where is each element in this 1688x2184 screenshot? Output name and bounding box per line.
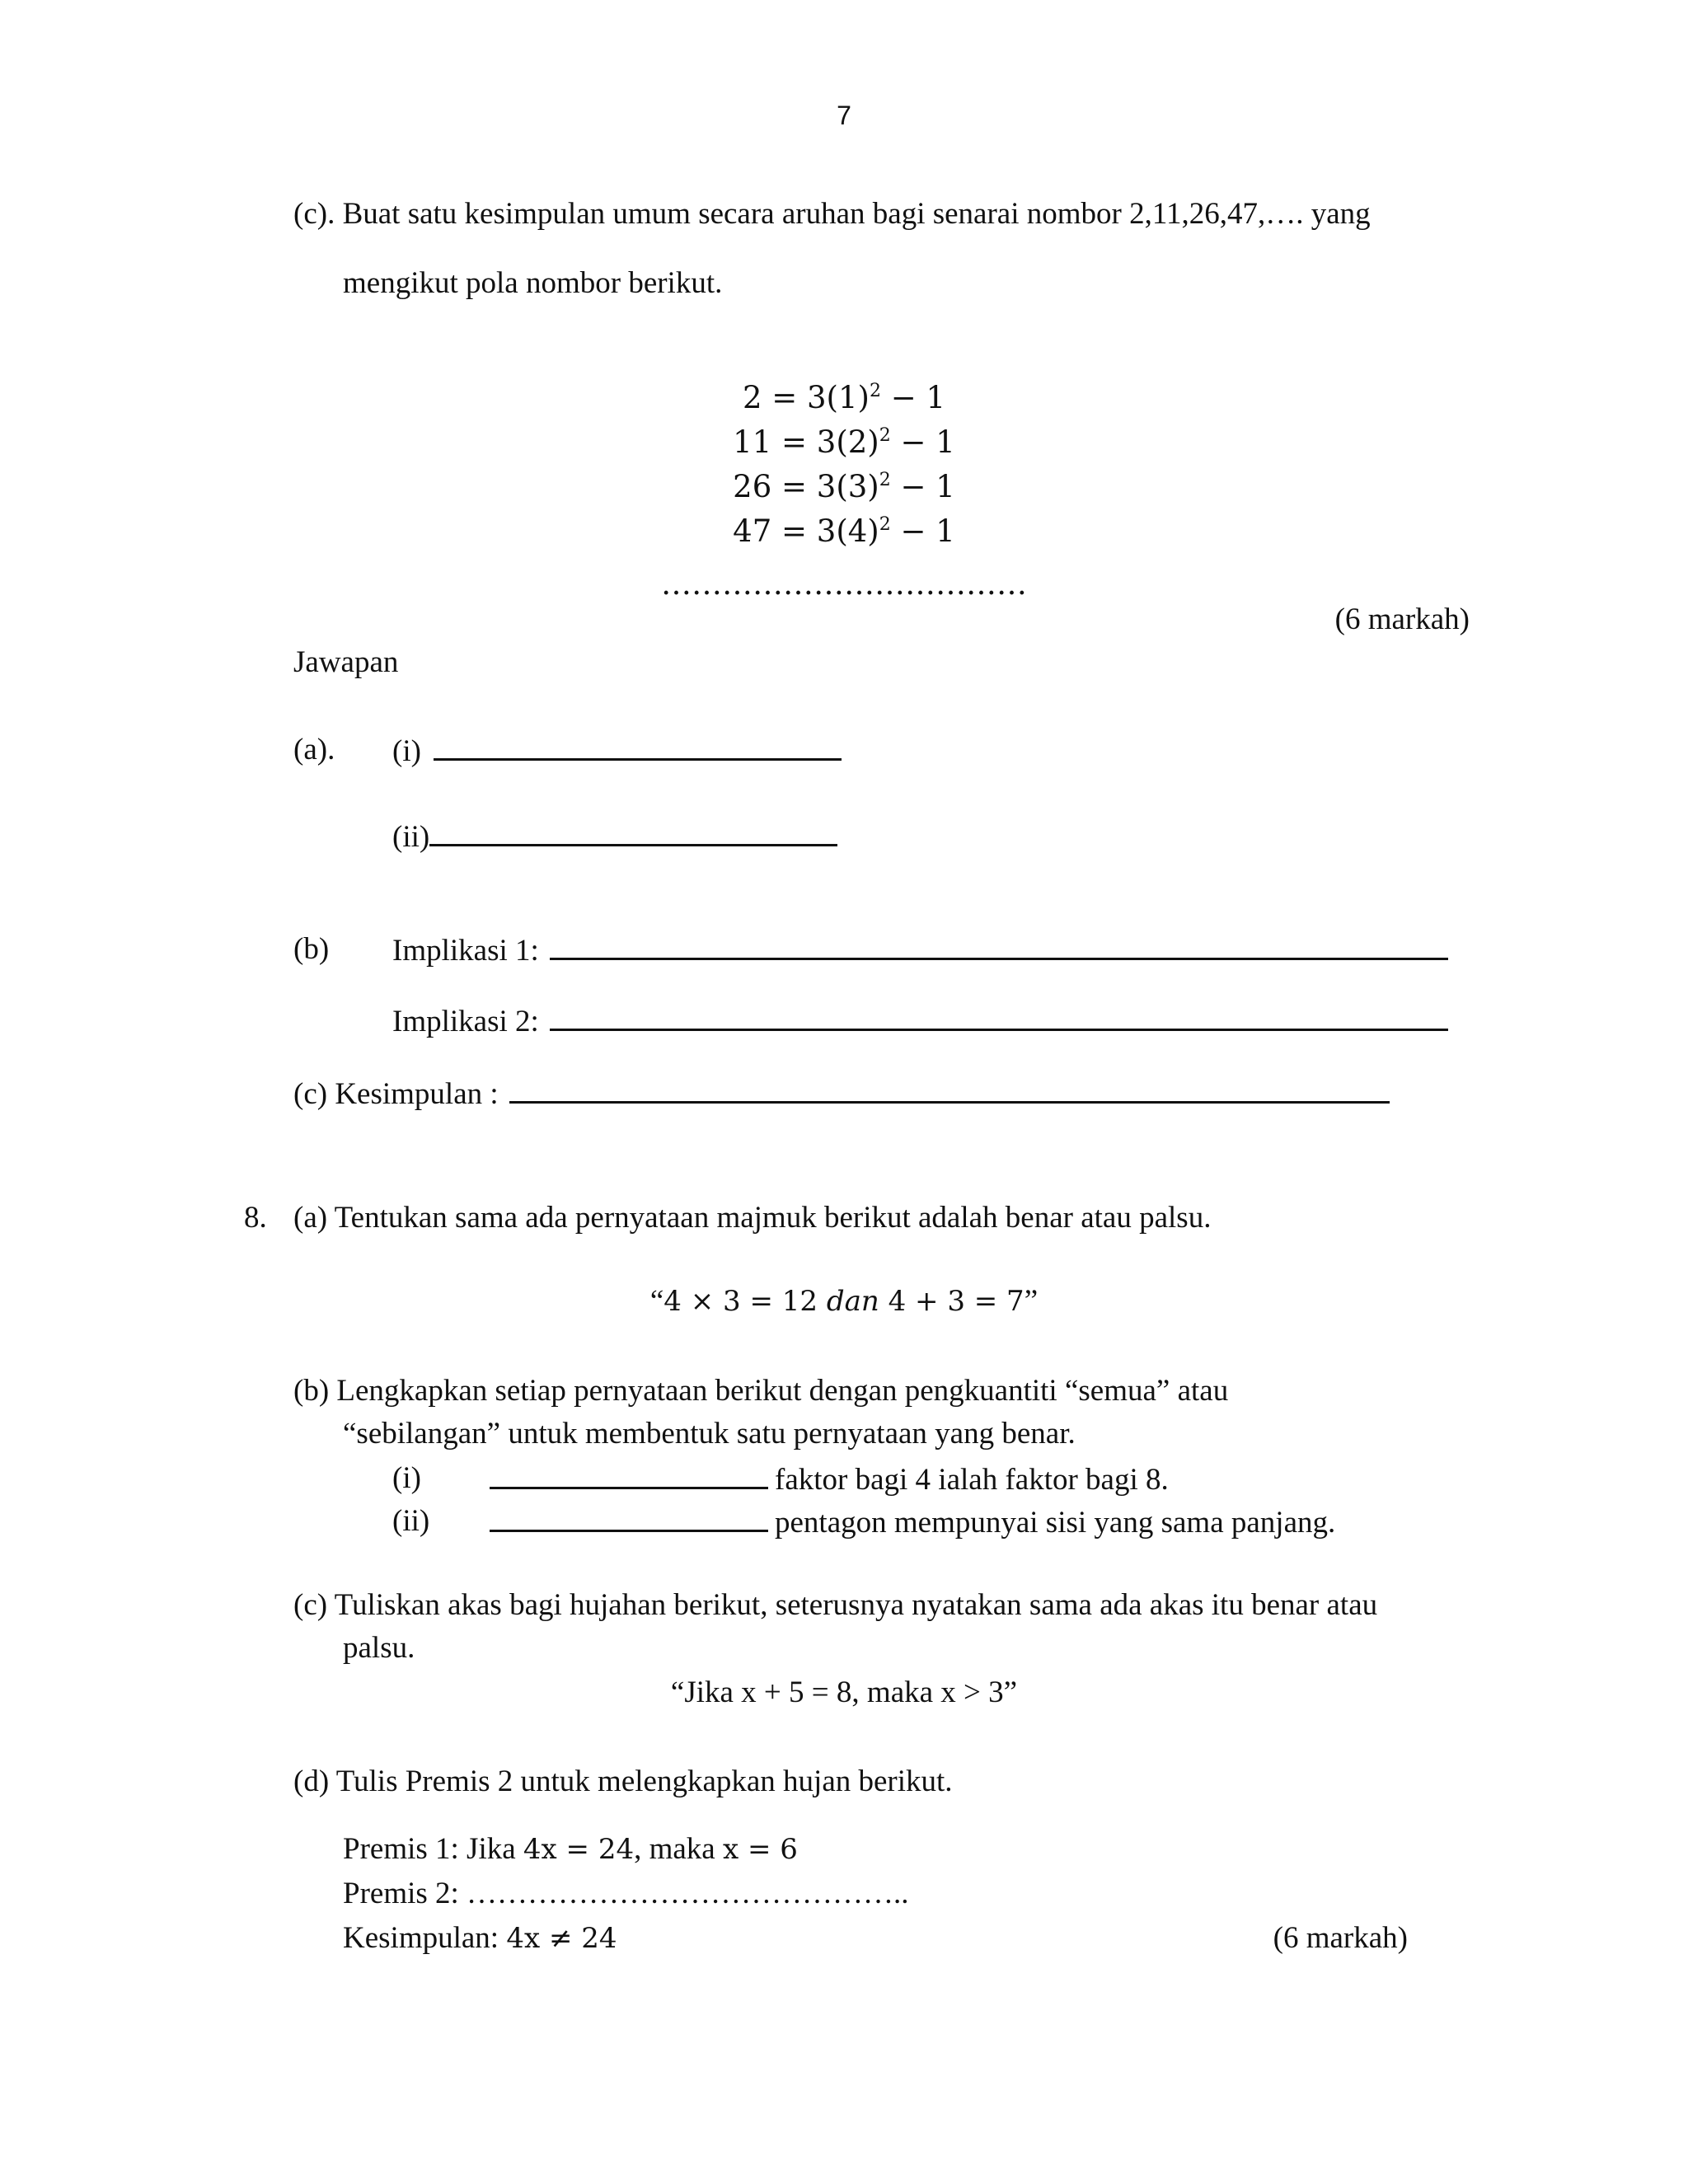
- answer-b-label: (b): [293, 932, 330, 966]
- pattern-row: [0, 376, 1688, 420]
- q7c-line1: (c). Buat satu kesimpulan umum secara aruhan bagi senarai nombor 2,11,26,47,…. yang: [293, 197, 1371, 231]
- premis-1: [343, 1831, 798, 1868]
- answer-c-blank[interactable]: [509, 1075, 1390, 1104]
- answer-b-imp1-blank[interactable]: [550, 931, 1448, 960]
- answer-b-imp1: [392, 931, 1448, 969]
- pattern-coef: = 3(1): [762, 380, 870, 415]
- q8c-text2: palsu.: [343, 1631, 415, 1665]
- pattern-exponent: 2: [879, 470, 891, 490]
- pattern-lhs: 26: [733, 469, 772, 504]
- answer-a-i-label: (i): [392, 734, 421, 768]
- q8a-statement: [0, 1279, 1688, 1324]
- q8a-open-quote: “: [649, 1284, 664, 1318]
- q8a-math-word: dan: [826, 1285, 879, 1318]
- answer-b-imp1-label: Implikasi 1:: [392, 934, 539, 968]
- pattern-dots: ………………………………: [661, 566, 1027, 602]
- jawapan-heading: Jawapan: [293, 645, 399, 679]
- pattern-exponent: 2: [869, 381, 881, 401]
- answer-b-imp2-label: Implikasi 2:: [392, 1005, 539, 1038]
- marks-q8: (6 markah): [1273, 1921, 1408, 1955]
- pattern-row: [0, 509, 1688, 554]
- q8b-text2: “sebilangan” untuk membentuk satu pernyataan yang benar.: [343, 1417, 1076, 1451]
- q8c-statement: “Jika x + 5 = 8, maka x > 3”: [670, 1675, 1018, 1709]
- q8b-i: [490, 1460, 1169, 1498]
- q8b-ii-text: pentagon mempunyai sisi yang sama panjang.: [775, 1506, 1336, 1540]
- q7c-line2: mengikut pola nombor berikut.: [343, 266, 723, 300]
- answer-c-label: (c) Kesimpulan :: [293, 1077, 499, 1111]
- answer-a-ii: [392, 818, 837, 855]
- kesimpulan-label: Kesimpulan:: [343, 1921, 507, 1955]
- answer-b-imp2-blank[interactable]: [550, 1002, 1448, 1031]
- pattern-lhs: 47: [733, 513, 772, 549]
- q8a-close-quote: ”: [1024, 1284, 1039, 1318]
- pattern-coef: = 3(4): [771, 513, 879, 549]
- q8b-i-text: faktor bagi 4 ialah faktor bagi 8.: [775, 1463, 1169, 1497]
- pattern-lhs: 11: [733, 424, 772, 460]
- pattern-sub: − 1: [880, 380, 946, 415]
- answer-c: [293, 1075, 1390, 1113]
- pattern-row: [0, 420, 1688, 465]
- premis-1-math-2: x = 6: [722, 1833, 798, 1866]
- premis-2: Premis 2: ……………………………………..: [343, 1877, 909, 1910]
- number-pattern: [0, 376, 1688, 554]
- answer-b-imp2: [392, 1002, 1448, 1040]
- pattern-coef: = 3(2): [771, 424, 879, 460]
- q8c-text1: (c) Tuliskan akas bagi hujahan berikut, seterusnya nyatakan sama ada akas itu benar atau: [293, 1588, 1378, 1622]
- page-number: 7: [837, 101, 851, 130]
- marks-q7: (6 markah): [1334, 602, 1470, 636]
- answer-a-ii-label: (ii): [392, 820, 430, 854]
- pattern-sub: − 1: [890, 424, 955, 460]
- q8b-text1: (b) Lengkapkan setiap pernyataan berikut dengan pengkuantiti “semua” atau: [293, 1374, 1229, 1408]
- q8b-ii-label: (ii): [392, 1504, 430, 1538]
- q8a-math-1: 4 × 3 = 12: [663, 1285, 827, 1318]
- answer-a-ii-blank[interactable]: [429, 818, 837, 846]
- q8d-text: (d) Tulis Premis 2 untuk melengkapkan hujan berikut.: [293, 1765, 953, 1798]
- pattern-exponent: 2: [879, 514, 891, 535]
- q8a-text: (a) Tentukan sama ada pernyataan majmuk berikut adalah benar atau palsu.: [293, 1201, 1212, 1235]
- pattern-coef: = 3(3): [771, 469, 879, 504]
- q8b-ii: [490, 1503, 1335, 1541]
- kesimpulan-math: 4x ≠ 24: [506, 1922, 617, 1955]
- q8a-math-2: 4 + 3 = 7: [879, 1285, 1025, 1318]
- kesimpulan: [343, 1920, 617, 1957]
- q8b-i-blank[interactable]: [490, 1460, 768, 1489]
- answer-a-i: [392, 732, 842, 770]
- q8b-ii-blank[interactable]: [490, 1503, 768, 1532]
- premis-1-math-1: 4x = 24: [523, 1833, 635, 1866]
- pattern-row: [0, 465, 1688, 509]
- premis-1-mid: , maka: [634, 1832, 723, 1866]
- pattern-lhs: 2: [742, 380, 762, 415]
- pattern-sub: − 1: [890, 513, 955, 549]
- premis-1-label: Premis 1: Jika: [343, 1832, 523, 1866]
- q8-number: 8.: [244, 1201, 267, 1235]
- q8b-i-label: (i): [392, 1461, 421, 1495]
- pattern-exponent: 2: [879, 425, 891, 446]
- answer-a-i-blank[interactable]: [434, 732, 842, 761]
- answer-a-label: (a).: [293, 733, 335, 766]
- pattern-sub: − 1: [890, 469, 955, 504]
